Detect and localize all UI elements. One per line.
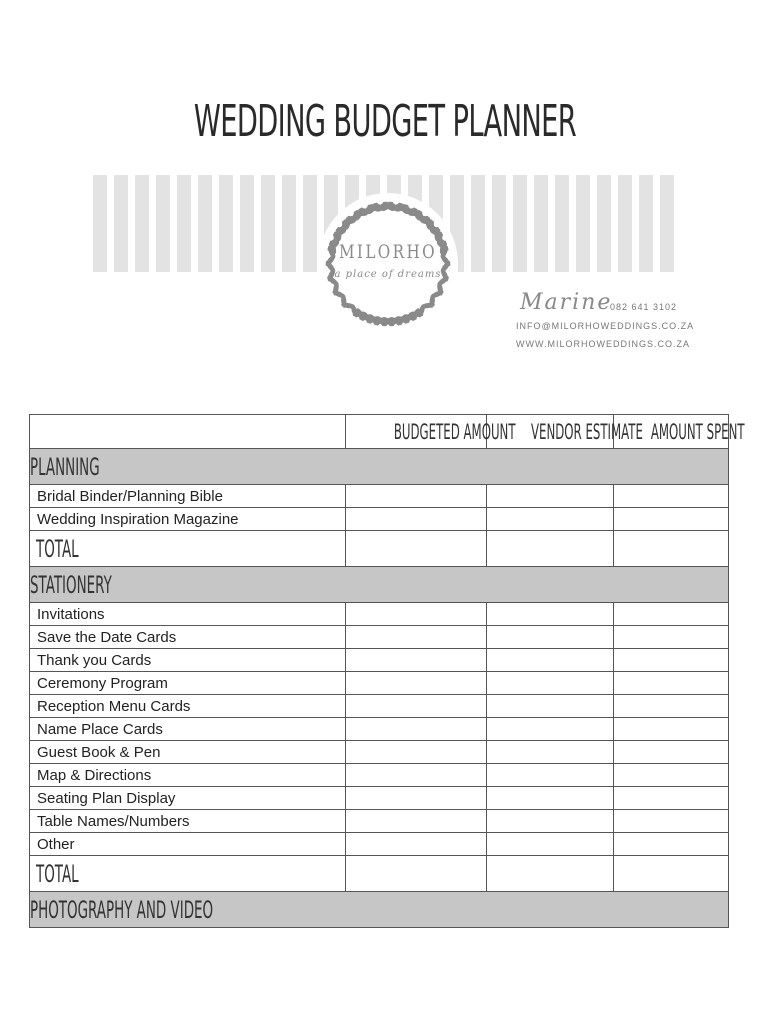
vendor-total-cell[interactable] xyxy=(487,531,614,567)
total-label-cell xyxy=(30,856,346,892)
budget-table xyxy=(29,414,745,928)
table-row xyxy=(30,508,729,531)
vendor-estimate-cell[interactable] xyxy=(487,603,614,626)
table-header-row xyxy=(30,415,729,449)
vendor-estimate-cell[interactable] xyxy=(487,508,614,531)
amount-spent-cell[interactable] xyxy=(614,833,729,856)
amount-spent-cell[interactable] xyxy=(614,764,729,787)
table-row xyxy=(30,485,729,508)
table-row xyxy=(30,833,729,856)
email-address: INFO@MILORHOWEDDINGS.CO.ZA xyxy=(516,321,695,331)
item-label: Seating Plan Display xyxy=(30,787,346,810)
section-title: PHOTOGRAPHY AND VIDEO xyxy=(30,895,214,924)
item-label: Wedding Inspiration Magazine xyxy=(30,508,346,531)
table-row xyxy=(30,787,729,810)
amount-spent-cell[interactable] xyxy=(614,626,729,649)
amount-spent-cell[interactable] xyxy=(614,508,729,531)
table-row xyxy=(30,603,729,626)
vendor-estimate-cell[interactable] xyxy=(487,485,614,508)
item-label: Invitations xyxy=(30,603,346,626)
vendor-estimate-cell[interactable] xyxy=(487,764,614,787)
vendor-estimate-cell[interactable] xyxy=(487,695,614,718)
budgeted-amount-cell[interactable] xyxy=(346,626,487,649)
amount-spent-cell[interactable] xyxy=(614,695,729,718)
item-label: Guest Book & Pen xyxy=(30,741,346,764)
item-label: Bridal Binder/Planning Bible xyxy=(30,485,346,508)
budgeted-amount-cell[interactable] xyxy=(346,649,487,672)
table-row xyxy=(30,741,729,764)
total-label: TOTAL xyxy=(36,534,79,563)
budgeted-amount-cell[interactable] xyxy=(346,787,487,810)
budgeted-amount-cell[interactable] xyxy=(346,672,487,695)
item-label: Name Place Cards xyxy=(30,718,346,741)
table-row xyxy=(30,764,729,787)
website-address: WWW.MILORHOWEDDINGS.CO.ZA xyxy=(516,339,690,349)
total-label-cell xyxy=(30,531,346,567)
table-row xyxy=(30,649,729,672)
budgeted-total-cell[interactable] xyxy=(346,531,487,567)
total-row xyxy=(30,856,729,892)
vendor-estimate-cell[interactable] xyxy=(487,626,614,649)
item-label: Ceremony Program xyxy=(30,672,346,695)
budgeted-total-cell[interactable] xyxy=(346,856,487,892)
column-header-label: AMOUNT SPENT xyxy=(650,419,745,444)
amount-spent-cell[interactable] xyxy=(614,603,729,626)
vendor-estimate-cell[interactable] xyxy=(487,787,614,810)
vendor-estimate-cell[interactable] xyxy=(487,718,614,741)
item-label: Save the Date Cards xyxy=(30,626,346,649)
item-label: Map & Directions xyxy=(30,764,346,787)
budgeted-amount-cell[interactable] xyxy=(346,833,487,856)
table-row xyxy=(30,626,729,649)
amount-spent-cell[interactable] xyxy=(614,787,729,810)
section-header-row xyxy=(30,449,729,485)
column-header xyxy=(30,415,346,449)
section-header-row xyxy=(30,892,729,928)
table-row xyxy=(30,810,729,833)
logo-tagline: a place of dreams xyxy=(334,269,442,280)
budgeted-amount-cell[interactable] xyxy=(346,485,487,508)
section-header-row xyxy=(30,567,729,603)
table-row xyxy=(30,718,729,741)
column-header xyxy=(346,415,516,449)
vendor-estimate-cell[interactable] xyxy=(487,741,614,764)
vendor-total-cell[interactable] xyxy=(487,856,614,892)
section-title: STATIONERY xyxy=(30,570,112,599)
table-row xyxy=(30,695,729,718)
budgeted-amount-cell[interactable] xyxy=(346,603,487,626)
laurel-wreath-icon xyxy=(318,193,458,335)
phone-number: 082 641 3102 xyxy=(610,302,678,312)
section-header xyxy=(30,567,729,603)
section-header xyxy=(30,892,729,928)
vendor-estimate-cell[interactable] xyxy=(487,833,614,856)
budgeted-amount-cell[interactable] xyxy=(346,695,487,718)
item-label: Table Names/Numbers xyxy=(30,810,346,833)
spent-total-cell[interactable] xyxy=(614,856,729,892)
budgeted-amount-cell[interactable] xyxy=(346,741,487,764)
column-header-label: VENDOR ESTIMATE xyxy=(530,419,643,444)
item-label: Other xyxy=(30,833,346,856)
logo-name: MILORHO xyxy=(338,241,438,263)
budgeted-amount-cell[interactable] xyxy=(346,810,487,833)
column-header-label: BUDGETED AMOUNT xyxy=(393,419,516,444)
vendor-estimate-cell[interactable] xyxy=(487,672,614,695)
vendor-estimate-cell[interactable] xyxy=(487,649,614,672)
page-title: WEDDING BUDGET PLANNER xyxy=(193,96,577,147)
budgeted-amount-cell[interactable] xyxy=(346,508,487,531)
total-label: TOTAL xyxy=(36,859,79,888)
item-label: Reception Menu Cards xyxy=(30,695,346,718)
amount-spent-cell[interactable] xyxy=(614,649,729,672)
budgeted-amount-cell[interactable] xyxy=(346,718,487,741)
milorho-logo xyxy=(318,193,458,335)
vendor-estimate-cell[interactable] xyxy=(487,810,614,833)
section-title: PLANNING xyxy=(30,452,100,481)
section-header xyxy=(30,449,729,485)
table-row xyxy=(30,672,729,695)
amount-spent-cell[interactable] xyxy=(614,485,729,508)
spent-total-cell[interactable] xyxy=(614,531,729,567)
budgeted-amount-cell[interactable] xyxy=(346,764,487,787)
amount-spent-cell[interactable] xyxy=(614,810,729,833)
signature: Marine xyxy=(520,290,613,315)
total-row xyxy=(30,531,729,567)
amount-spent-cell[interactable] xyxy=(614,741,729,764)
item-label: Thank you Cards xyxy=(30,649,346,672)
amount-spent-cell[interactable] xyxy=(614,672,729,695)
amount-spent-cell[interactable] xyxy=(614,718,729,741)
